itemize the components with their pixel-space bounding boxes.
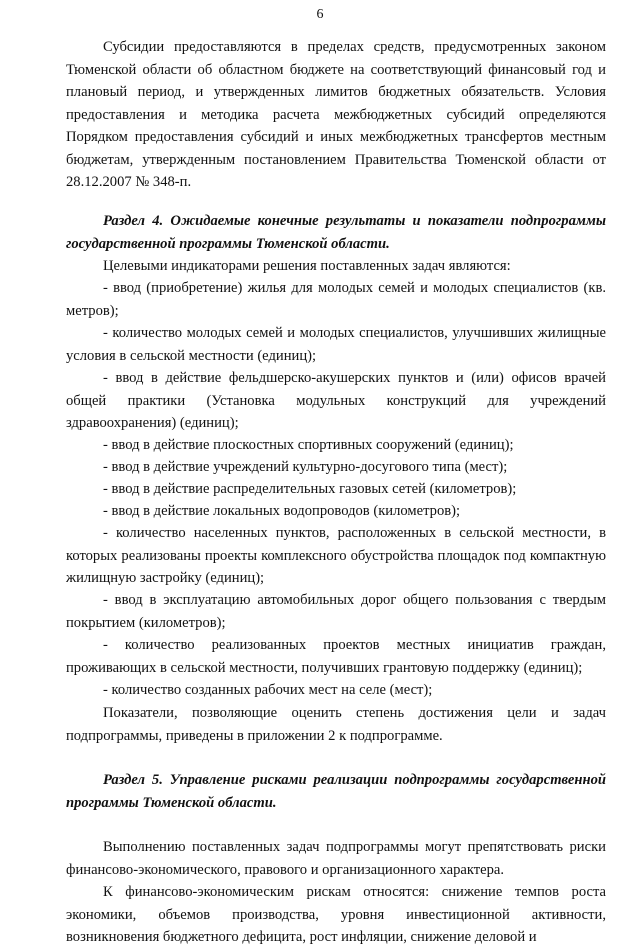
indicator-item: - ввод в действие фельдшерско-акушерских пунктов и (или) офисов врачей общей практики (Установка модульных конструкций для учреждений здравоохранения) (единиц);	[66, 370, 606, 431]
paragraph-indicators-appendix: Показатели, позволяющие оценить степень достижения цели и задач подпрограммы, приведены в приложении 2 к подпрограмме.	[66, 705, 606, 744]
paragraph-subsidies: Субсидии предоставляются в пределах средств, предусмотренных законом Тюменской области об областном бюджете на соответствующий финансовый год и плановый период, и утвержденных лимитов бюджетных обязательств. Условия предоставления и методика расчета межбюджетных субсидий определяются Порядком предоставления субсидий и иных межбюджетных трансфертов местным бюджетам, утвержденным постановлением Правительства Тюменской области от 28.12.2007 № 348-п.	[66, 39, 606, 190]
indicator-item: - ввод в эксплуатацию автомобильных дорог общего пользования с твердым покрытием (километров);	[66, 592, 606, 631]
indicator-item: - ввод в действие учреждений культурно-досугового типа (мест);	[103, 459, 508, 475]
indicator-item: - количество созданных рабочих мест на селе (мест);	[103, 682, 433, 698]
indicator-item: - ввод в действие распределительных газовых сетей (километров);	[103, 481, 517, 497]
section-5-title: Раздел 5. Управление рисками реализации подпрограммы государственной программы Тюменской области.	[66, 772, 606, 811]
indicator-item: - количество реализованных проектов местных инициатив граждан, проживающих в сельской местности, получивших грантовую поддержку (единиц);	[66, 637, 606, 676]
page-number: 6	[316, 7, 324, 22]
paragraph-risks: Выполнению поставленных задач подпрограммы могут препятствовать риски финансово-экономического, правового и организационного характера.	[66, 839, 606, 878]
indicator-item: - ввод в действие локальных водопроводов (километров);	[103, 503, 461, 519]
indicator-item: - количество населенных пунктов, расположенных в сельской местности, в которых реализованы проекты комплексного обустройства площадок под компактную жилищную застройку (единиц);	[66, 525, 606, 586]
indicator-item: - ввод (приобретение) жилья для молодых семей и молодых специалистов (кв. метров);	[66, 280, 606, 319]
indicators-intro: Целевыми индикаторами решения поставленных задач являются:	[103, 258, 511, 274]
indicator-item: - количество молодых семей и молодых специалистов, улучшивших жилищные условия в сельской местности (единиц);	[66, 325, 606, 364]
indicator-item: - ввод в действие плоскостных спортивных сооружений (единиц);	[103, 437, 514, 453]
paragraph-financial-risks: К финансово-экономическим рискам относятся: снижение темпов роста экономики, объемов производства, уровня инвестиционной активности, возникновения бюджетного дефицита, рост инфляции, снижение деловой и	[66, 884, 606, 945]
section-4-title: Раздел 4. Ожидаемые конечные результаты и показатели подпрограммы государственной программы Тюменской области.	[66, 213, 606, 252]
